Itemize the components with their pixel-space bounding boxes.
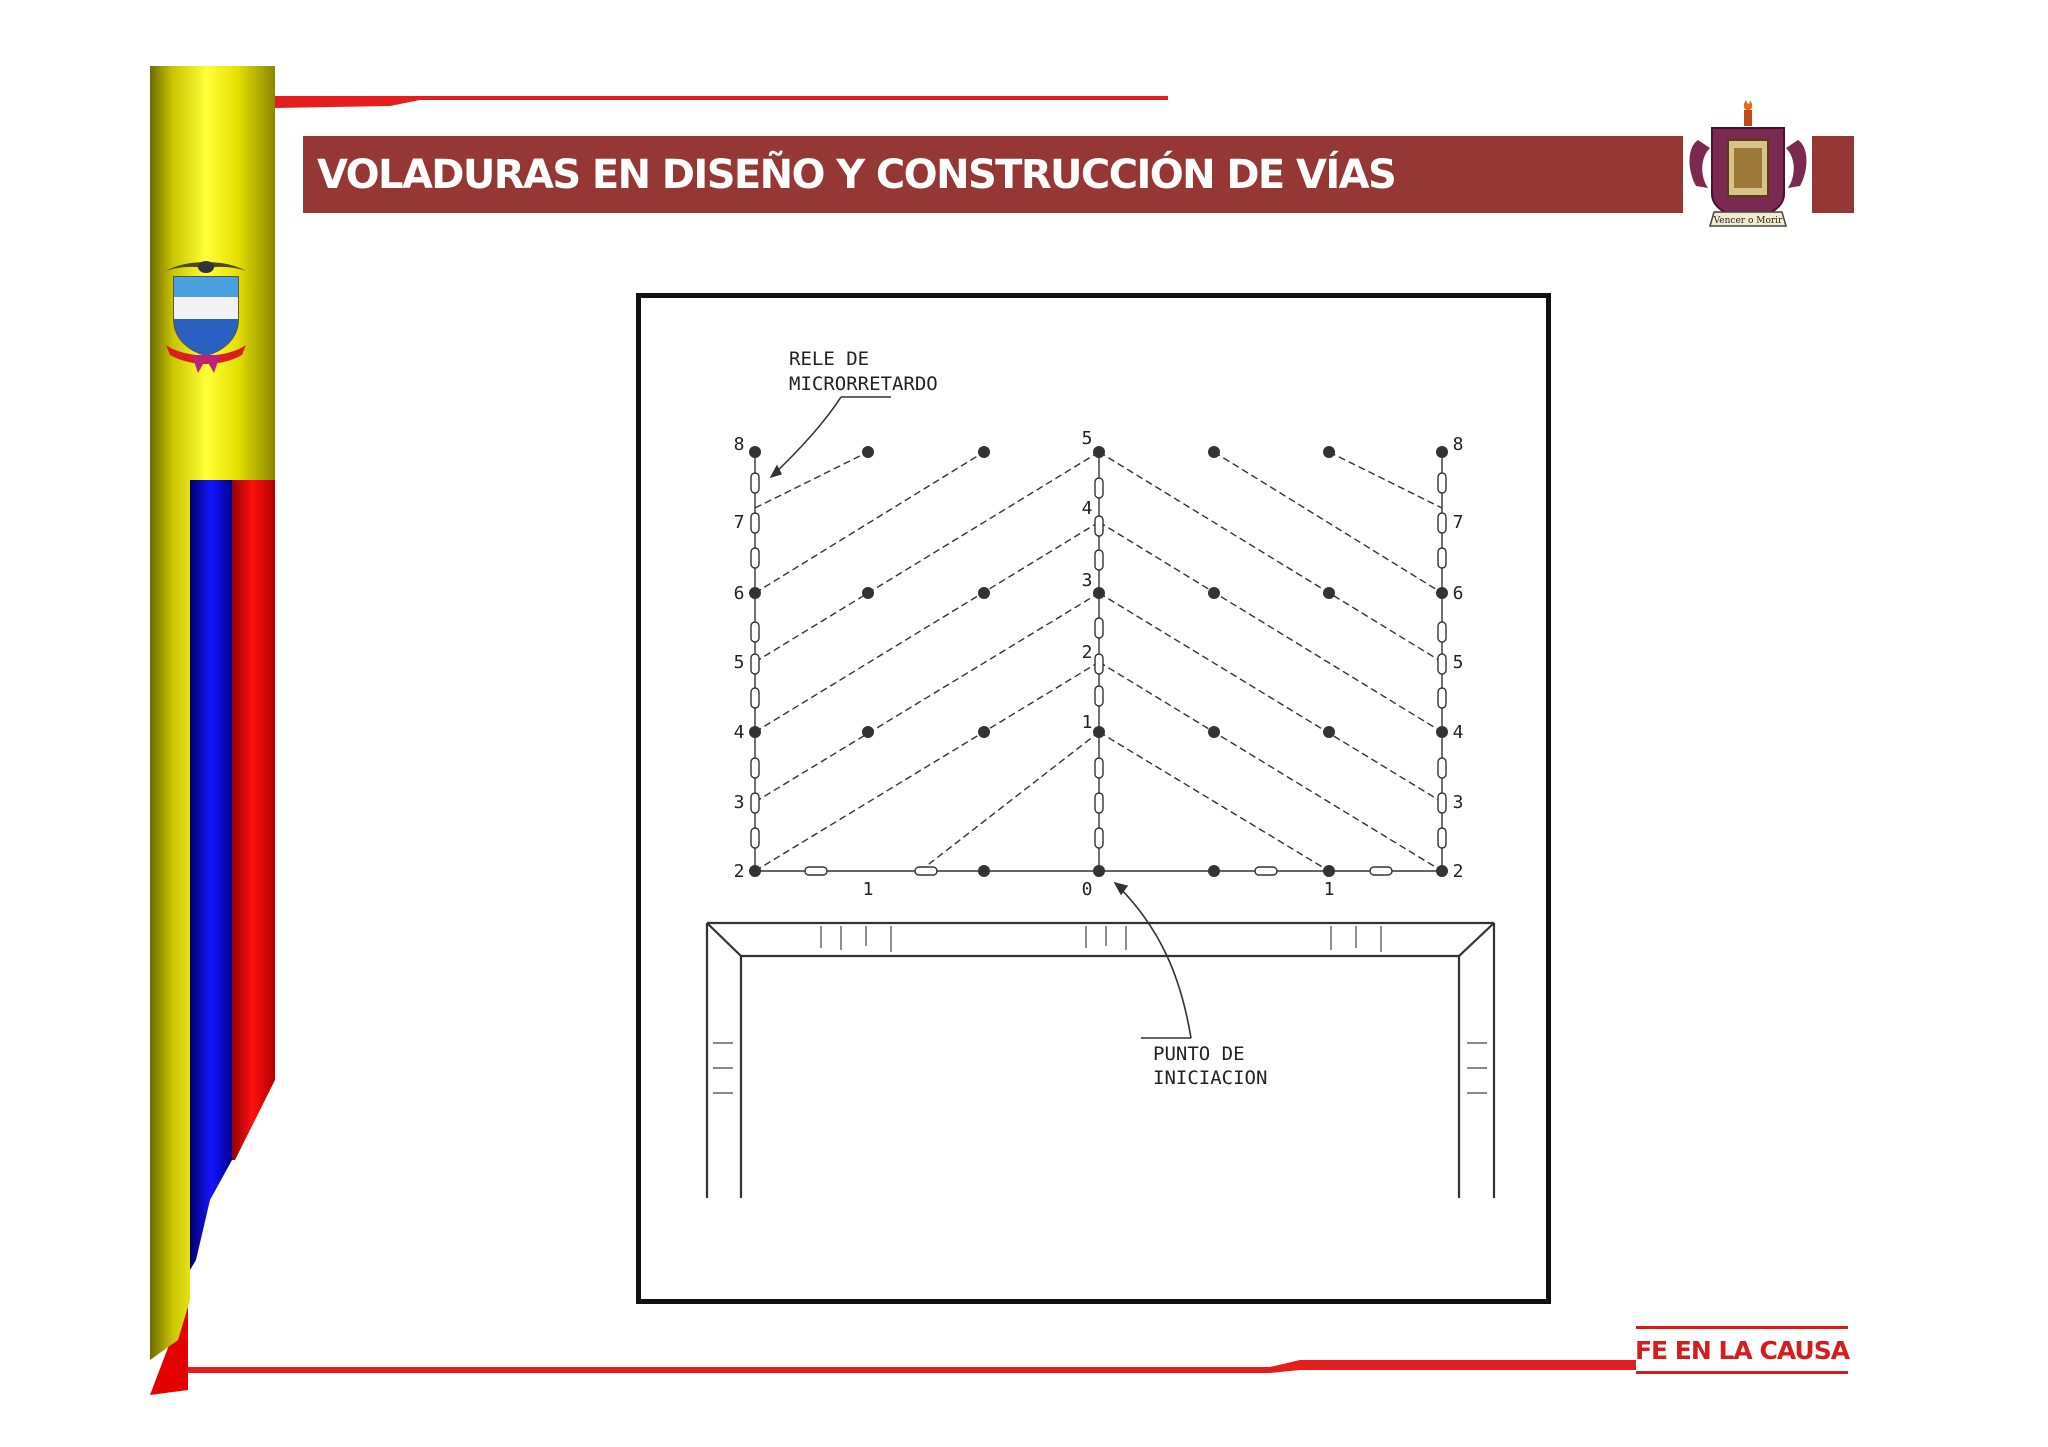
motto-text: FE EN LA CAUSA [1634, 1335, 1850, 1365]
relay-leader-line [771, 397, 891, 477]
delay-connector [1095, 828, 1103, 848]
origin-label-line1: PUNTO DE [1153, 1043, 1245, 1065]
flag-blue-stripe [190, 480, 232, 1270]
blast-hole [749, 587, 761, 599]
relay-label-line1: RELE DE [789, 348, 870, 370]
right-diagonal-line [1099, 662, 1442, 871]
institution-crest-icon [1684, 96, 1812, 234]
delay-connector [1095, 550, 1103, 570]
outer-wall-line [707, 923, 1494, 1198]
blast-hole [1436, 726, 1448, 738]
delay-connector [915, 867, 937, 875]
blast-hole [1093, 587, 1105, 599]
right-diagonal-line [1214, 452, 1442, 593]
right-diagonal-line [1099, 522, 1442, 732]
blast-hole [1323, 726, 1335, 738]
blast-hole [1093, 726, 1105, 738]
center-delay-number: 5 [1081, 428, 1093, 449]
blast-hole [978, 726, 990, 738]
left-diagonal-line [755, 593, 1099, 802]
delay-connector [751, 473, 759, 493]
blast-hole [1208, 446, 1220, 458]
blast-pattern-diagram [636, 293, 1551, 1304]
origin-leader-line [1115, 883, 1191, 1038]
left-delay-number: 5 [733, 652, 745, 673]
left-delay-number: 8 [733, 434, 745, 455]
flag-red-stripe [230, 480, 275, 1160]
right-delay-number: 7 [1452, 512, 1464, 533]
delay-connector [751, 513, 759, 533]
right-delay-number: 6 [1452, 583, 1464, 604]
blast-hole [1323, 865, 1335, 877]
delay-connector [1255, 867, 1277, 875]
right-diagonal-line [1099, 732, 1329, 871]
left-delay-number: 4 [733, 722, 745, 743]
right-diagonal-line [1099, 452, 1442, 662]
left-diagonal-line [755, 452, 984, 593]
delay-connector [1095, 478, 1103, 498]
title-bar-end-tab [1812, 136, 1854, 213]
blast-hole [749, 865, 761, 877]
delay-connector [1095, 654, 1103, 674]
blast-hole [1208, 865, 1220, 877]
delay-connector [1095, 758, 1103, 778]
center-delay-number: 3 [1081, 570, 1093, 591]
slide-title: VOLADURAS EN DISEÑO Y CONSTRUCCIÓN DE VÍAS [303, 136, 1683, 213]
blast-hole [862, 726, 874, 738]
blast-hole [1323, 446, 1335, 458]
delay-connector [1438, 548, 1446, 568]
center-delay-number: 4 [1081, 498, 1093, 519]
left-delay-number: 3 [733, 792, 745, 813]
delay-connector [1438, 513, 1446, 533]
blast-hole [1436, 446, 1448, 458]
delay-connector [751, 793, 759, 813]
top-red-rule [275, 96, 1168, 108]
bottom-red-rule [188, 1360, 1636, 1373]
blast-hole [862, 446, 874, 458]
delay-connector [805, 867, 827, 875]
delay-connector [1095, 618, 1103, 638]
delay-connector [751, 548, 759, 568]
blast-hole [978, 865, 990, 877]
relay-label-line2: MICRORRETARDO [789, 373, 938, 395]
delay-connector [1370, 867, 1392, 875]
delay-connector [751, 828, 759, 848]
delay-connector [1438, 622, 1446, 642]
delay-connector [751, 622, 759, 642]
delay-connector [1438, 793, 1446, 813]
delay-connector [1438, 828, 1446, 848]
blast-hole [1323, 587, 1335, 599]
bottom-delay-number: 1 [862, 879, 874, 900]
motto-badge [1636, 1326, 1848, 1374]
blast-hole [749, 726, 761, 738]
blast-hole [862, 587, 874, 599]
delay-connector [1095, 516, 1103, 536]
center-delay-number: 1 [1081, 712, 1093, 733]
blast-hole [1436, 587, 1448, 599]
delay-connector [1095, 686, 1103, 706]
right-diagonal-line [1099, 593, 1442, 802]
blast-hole [1208, 726, 1220, 738]
blast-pattern-svg [641, 298, 1546, 1299]
delay-connector [1095, 793, 1103, 813]
left-diagonal-line [755, 522, 1099, 732]
left-delay-number: 2 [733, 861, 745, 882]
blast-hole [1093, 446, 1105, 458]
blast-hole [1436, 865, 1448, 877]
delay-connector [751, 688, 759, 708]
delay-connector [1438, 758, 1446, 778]
delay-connector [751, 758, 759, 778]
blast-hole [978, 587, 990, 599]
center-delay-number: 2 [1081, 642, 1093, 663]
colombia-coat-of-arms-icon [156, 255, 256, 375]
right-delay-number: 2 [1452, 861, 1464, 882]
inner-wall-line [707, 923, 1494, 1198]
bottom-delay-number: 0 [1081, 879, 1093, 900]
right-delay-number: 8 [1452, 434, 1464, 455]
left-diagonal-line [920, 732, 1099, 871]
delay-connector [1438, 688, 1446, 708]
delay-connector [1438, 654, 1446, 674]
right-delay-number: 3 [1452, 792, 1464, 813]
blast-hole [978, 446, 990, 458]
excavation-outline [707, 923, 1494, 1198]
blast-hole [1093, 865, 1105, 877]
left-delay-number: 6 [733, 583, 745, 604]
blast-hole [749, 446, 761, 458]
right-delay-number: 5 [1452, 652, 1464, 673]
crest-motto-text: Vencer o Morir [1713, 216, 1783, 226]
delay-connector [1438, 473, 1446, 493]
blast-hole [1208, 587, 1220, 599]
left-diagonal-line [755, 452, 1099, 662]
bottom-delay-number: 1 [1323, 879, 1335, 900]
left-diagonal-line [755, 452, 868, 508]
right-delay-number: 4 [1452, 722, 1464, 743]
left-delay-number: 7 [733, 512, 745, 533]
left-diagonal-line [755, 662, 1099, 871]
delay-connector [751, 654, 759, 674]
relay-leader-arrow [771, 466, 781, 477]
right-diagonal-line [1329, 452, 1442, 508]
origin-label-line2: INICIACION [1153, 1067, 1268, 1089]
